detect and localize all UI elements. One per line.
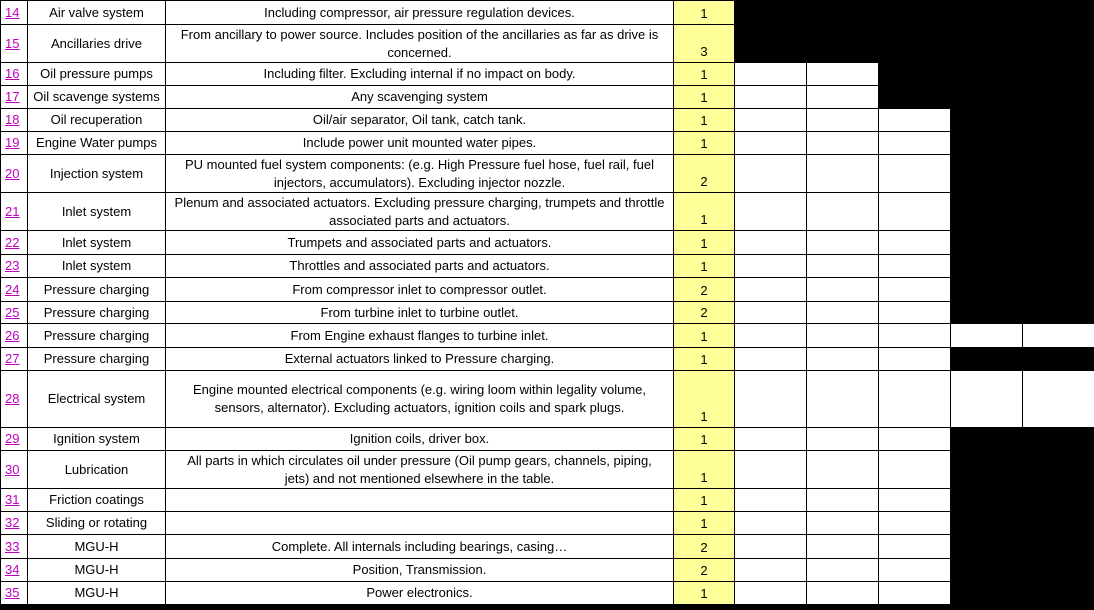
blocked-cell (951, 535, 1023, 559)
row-number-link[interactable]: 25 (5, 304, 20, 320)
description-cell: Include power unit mounted water pipes. (166, 132, 674, 155)
system-cell: Pressure charging (28, 302, 166, 324)
row-number-link[interactable]: 17 (5, 89, 20, 104)
blocked-cell (1023, 231, 1094, 255)
empty-cell (807, 582, 879, 605)
value-cell: 1 (674, 582, 735, 605)
empty-cell (807, 451, 879, 489)
blocked-cell (1023, 535, 1094, 559)
empty-cell (735, 132, 807, 155)
description-cell: Oil/air separator, Oil tank, catch tank. (166, 109, 674, 132)
table-row (1, 428, 1094, 451)
blocked-cell (951, 278, 1023, 302)
table-row (1, 132, 1094, 155)
blocked-cell (1023, 512, 1094, 535)
value-cell: 1 (674, 489, 735, 512)
system-cell: Ignition system (28, 428, 166, 451)
empty-cell (735, 155, 807, 193)
empty-cell (735, 371, 807, 428)
empty-cell (879, 428, 951, 451)
row-number-link[interactable]: 20 (5, 165, 20, 181)
empty-cell (879, 512, 951, 535)
blocked-cell (1023, 559, 1094, 582)
table-row (1, 155, 1094, 193)
description-cell: Position, Transmission. (166, 559, 674, 582)
empty-cell (735, 582, 807, 605)
empty-cell (807, 535, 879, 559)
table-row (1, 63, 1094, 86)
table-row (1, 302, 1094, 324)
empty-cell (951, 324, 1023, 348)
row-number-link[interactable]: 22 (5, 234, 20, 250)
row-number-cell (1, 371, 28, 428)
table-row (1, 324, 1094, 348)
blocked-cell (1023, 155, 1094, 193)
description-cell: From ancillary to power source. Includes position of the ancillaries as far as drive is concerned. (166, 25, 674, 63)
empty-cell (879, 255, 951, 278)
empty-cell (879, 324, 951, 348)
system-cell: Inlet system (28, 193, 166, 231)
row-number-link[interactable]: 30 (5, 461, 20, 477)
table-row (1, 535, 1094, 559)
empty-cell (879, 371, 951, 428)
table-row (1, 348, 1094, 371)
blocked-cell (1023, 255, 1094, 278)
description-cell: Plenum and associated actuators. Excluding pressure charging, trumpets and throttle associated parts and actuators. (166, 193, 674, 231)
value-cell: 1 (674, 86, 735, 109)
row-number-link[interactable]: 19 (5, 135, 20, 150)
blocked-cell (951, 132, 1023, 155)
row-number-cell (1, 302, 28, 324)
value-cell: 1 (674, 231, 735, 255)
system-cell: Oil recuperation (28, 109, 166, 132)
blocked-cell (879, 63, 951, 86)
description-cell: Including filter. Excluding internal if no impact on body. (166, 63, 674, 86)
empty-cell (735, 535, 807, 559)
blocked-cell (879, 86, 951, 109)
blocked-cell (951, 231, 1023, 255)
system-cell: Sliding or rotating (28, 512, 166, 535)
empty-cell (807, 63, 879, 86)
value-cell: 3 (674, 25, 735, 63)
row-number-cell (1, 324, 28, 348)
blocked-cell (1023, 193, 1094, 231)
value-cell: 1 (674, 324, 735, 348)
blocked-cell (951, 86, 1023, 109)
blocked-cell (951, 582, 1023, 605)
empty-cell (735, 86, 807, 109)
row-number-cell (1, 489, 28, 512)
row-number-cell (1, 582, 28, 605)
blocked-cell (951, 193, 1023, 231)
blocked-cell (879, 1, 951, 25)
blocked-cell (1023, 63, 1094, 86)
blocked-cell (951, 1, 1023, 25)
empty-cell (735, 109, 807, 132)
row-number-cell (1, 512, 28, 535)
blocked-cell (951, 559, 1023, 582)
system-cell: MGU-H (28, 559, 166, 582)
blocked-cell (1023, 1, 1094, 25)
empty-cell (879, 348, 951, 371)
row-number-link[interactable]: 28 (5, 391, 20, 406)
blocked-cell (1023, 132, 1094, 155)
row-number-cell (1, 231, 28, 255)
row-number-link[interactable]: 24 (5, 281, 20, 297)
table-row (1, 278, 1094, 302)
system-cell: Oil pressure pumps (28, 63, 166, 86)
description-cell: Ignition coils, driver box. (166, 428, 674, 451)
blocked-cell (1023, 302, 1094, 324)
blocked-cell (951, 109, 1023, 132)
empty-cell (735, 278, 807, 302)
system-cell: Inlet system (28, 231, 166, 255)
empty-cell (735, 489, 807, 512)
table-row (1, 255, 1094, 278)
system-cell: Air valve system (28, 1, 166, 25)
empty-cell (735, 451, 807, 489)
value-cell: 1 (674, 348, 735, 371)
value-cell: 2 (674, 535, 735, 559)
blocked-cell (951, 25, 1023, 63)
row-number-link[interactable]: 23 (5, 258, 20, 273)
table-row (1, 25, 1094, 63)
row-number-link[interactable]: 27 (5, 351, 20, 366)
description-cell (166, 489, 674, 512)
description-cell: Power electronics. (166, 582, 674, 605)
blocked-cell (1023, 451, 1094, 489)
description-cell: From Engine exhaust flanges to turbine inlet. (166, 324, 674, 348)
blocked-cell (807, 1, 879, 25)
row-number-link[interactable]: 29 (5, 431, 20, 446)
blocked-cell (735, 1, 807, 25)
value-cell: 1 (674, 109, 735, 132)
empty-cell (807, 155, 879, 193)
value-cell: 2 (674, 302, 735, 324)
row-number-cell (1, 348, 28, 371)
system-cell: Pressure charging (28, 278, 166, 302)
empty-cell (807, 193, 879, 231)
description-cell: External actuators linked to Pressure charging. (166, 348, 674, 371)
table-row (1, 193, 1094, 231)
empty-cell (807, 231, 879, 255)
table-row (1, 86, 1094, 109)
blocked-cell (1023, 278, 1094, 302)
blocked-cell (1023, 348, 1094, 371)
row-number-link[interactable]: 26 (5, 327, 20, 343)
table-body (1, 1, 1094, 605)
value-cell: 1 (674, 193, 735, 231)
table-row (1, 512, 1094, 535)
empty-cell (879, 193, 951, 231)
row-number-cell (1, 255, 28, 278)
table-row (1, 371, 1094, 428)
blocked-cell (879, 25, 951, 63)
row-number-link[interactable]: 21 (5, 203, 20, 219)
row-number-link[interactable]: 35 (5, 585, 20, 600)
empty-cell (735, 324, 807, 348)
description-cell: From compressor inlet to compressor outlet. (166, 278, 674, 302)
value-cell: 1 (674, 512, 735, 535)
empty-cell (807, 109, 879, 132)
empty-cell (807, 324, 879, 348)
table-row (1, 559, 1094, 582)
table-row (1, 582, 1094, 605)
value-cell: 1 (674, 132, 735, 155)
blocked-cell (951, 155, 1023, 193)
row-number-cell (1, 428, 28, 451)
blocked-cell (1023, 489, 1094, 512)
blocked-cell (951, 512, 1023, 535)
description-cell: Including compressor, air pressure regulation devices. (166, 1, 674, 25)
row-number-cell (1, 535, 28, 559)
row-number-link[interactable]: 31 (5, 492, 20, 507)
empty-cell (735, 428, 807, 451)
row-number-cell (1, 109, 28, 132)
empty-cell (879, 535, 951, 559)
blocked-cell (1023, 428, 1094, 451)
blocked-cell (735, 25, 807, 63)
system-cell: Engine Water pumps (28, 132, 166, 155)
blocked-cell (951, 489, 1023, 512)
description-cell: PU mounted fuel system components: (e.g. High Pressure fuel hose, fuel rail, fuel injectors, accumulators). Excluding injector nozzle. (166, 155, 674, 193)
table-row (1, 489, 1094, 512)
system-cell: Electrical system (28, 371, 166, 428)
empty-cell (735, 193, 807, 231)
value-cell: 1 (674, 1, 735, 25)
table-row (1, 109, 1094, 132)
row-number-cell (1, 25, 28, 63)
description-cell (166, 512, 674, 535)
empty-cell (807, 132, 879, 155)
empty-cell (807, 348, 879, 371)
table-row (1, 451, 1094, 489)
value-cell: 1 (674, 255, 735, 278)
blocked-cell (951, 348, 1023, 371)
empty-cell (879, 451, 951, 489)
row-number-cell (1, 1, 28, 25)
empty-cell (879, 489, 951, 512)
empty-cell (807, 255, 879, 278)
description-cell: From turbine inlet to turbine outlet. (166, 302, 674, 324)
row-number-cell (1, 559, 28, 582)
blocked-cell (951, 302, 1023, 324)
empty-cell (807, 512, 879, 535)
value-cell: 2 (674, 559, 735, 582)
empty-cell (735, 302, 807, 324)
blocked-cell (951, 63, 1023, 86)
description-cell: Trumpets and associated parts and actuators. (166, 231, 674, 255)
system-cell: Inlet system (28, 255, 166, 278)
blocked-cell (1023, 86, 1094, 109)
empty-cell (735, 255, 807, 278)
empty-cell (735, 348, 807, 371)
empty-cell (735, 231, 807, 255)
value-cell: 1 (674, 428, 735, 451)
row-number-cell (1, 63, 28, 86)
value-cell: 1 (674, 371, 735, 428)
row-number-link[interactable]: 16 (5, 66, 20, 81)
row-number-link[interactable]: 18 (5, 112, 20, 127)
system-cell: Oil scavenge systems (28, 86, 166, 109)
empty-cell (879, 582, 951, 605)
empty-cell (879, 278, 951, 302)
blocked-cell (1023, 25, 1094, 63)
row-number-cell (1, 451, 28, 489)
system-cell: Pressure charging (28, 324, 166, 348)
empty-cell (1023, 324, 1094, 348)
row-number-cell (1, 278, 28, 302)
value-cell: 2 (674, 278, 735, 302)
description-cell: Complete. All internals including bearings, casing… (166, 535, 674, 559)
empty-cell (1023, 371, 1094, 428)
blocked-cell (807, 25, 879, 63)
empty-cell (807, 86, 879, 109)
empty-cell (807, 559, 879, 582)
table-row (1, 1, 1094, 25)
row-number-link[interactable]: 34 (5, 562, 20, 577)
row-number-cell (1, 155, 28, 193)
empty-cell (807, 428, 879, 451)
description-cell: All parts in which circulates oil under pressure (Oil pump gears, channels, piping, jets) and not mentioned elsewhere in the table. (166, 451, 674, 489)
system-cell: Friction coatings (28, 489, 166, 512)
row-number-link[interactable]: 14 (5, 4, 20, 20)
blocked-cell (1023, 582, 1094, 605)
description-cell: Throttles and associated parts and actuators. (166, 255, 674, 278)
empty-cell (879, 231, 951, 255)
empty-cell (807, 278, 879, 302)
table-row (1, 231, 1094, 255)
row-number-link[interactable]: 33 (5, 538, 20, 554)
system-cell: MGU-H (28, 582, 166, 605)
row-number-link[interactable]: 32 (5, 515, 20, 530)
row-number-cell (1, 193, 28, 231)
system-cell: Ancillaries drive (28, 25, 166, 63)
empty-cell (735, 512, 807, 535)
blocked-cell (951, 428, 1023, 451)
empty-cell (807, 489, 879, 512)
blocked-cell (1023, 109, 1094, 132)
empty-cell (879, 302, 951, 324)
row-number-link[interactable]: 15 (5, 35, 20, 51)
system-cell: MGU-H (28, 535, 166, 559)
empty-cell (879, 132, 951, 155)
system-cell: Pressure charging (28, 348, 166, 371)
empty-cell (879, 109, 951, 132)
empty-cell (807, 302, 879, 324)
empty-cell (951, 371, 1023, 428)
system-cell: Injection system (28, 155, 166, 193)
row-number-cell (1, 132, 28, 155)
system-cell: Lubrication (28, 451, 166, 489)
empty-cell (735, 559, 807, 582)
empty-cell (879, 559, 951, 582)
row-number-cell (1, 86, 28, 109)
value-cell: 1 (674, 451, 735, 489)
empty-cell (807, 371, 879, 428)
value-cell: 1 (674, 63, 735, 86)
description-cell: Any scavenging system (166, 86, 674, 109)
blocked-cell (951, 255, 1023, 278)
blocked-cell (951, 451, 1023, 489)
value-cell: 2 (674, 155, 735, 193)
empty-cell (735, 63, 807, 86)
empty-cell (879, 155, 951, 193)
description-cell: Engine mounted electrical components (e.g. wiring loom within legality volume, sensors, alternator). Excluding actuators, ignition coils and spark plugs. (166, 371, 674, 428)
